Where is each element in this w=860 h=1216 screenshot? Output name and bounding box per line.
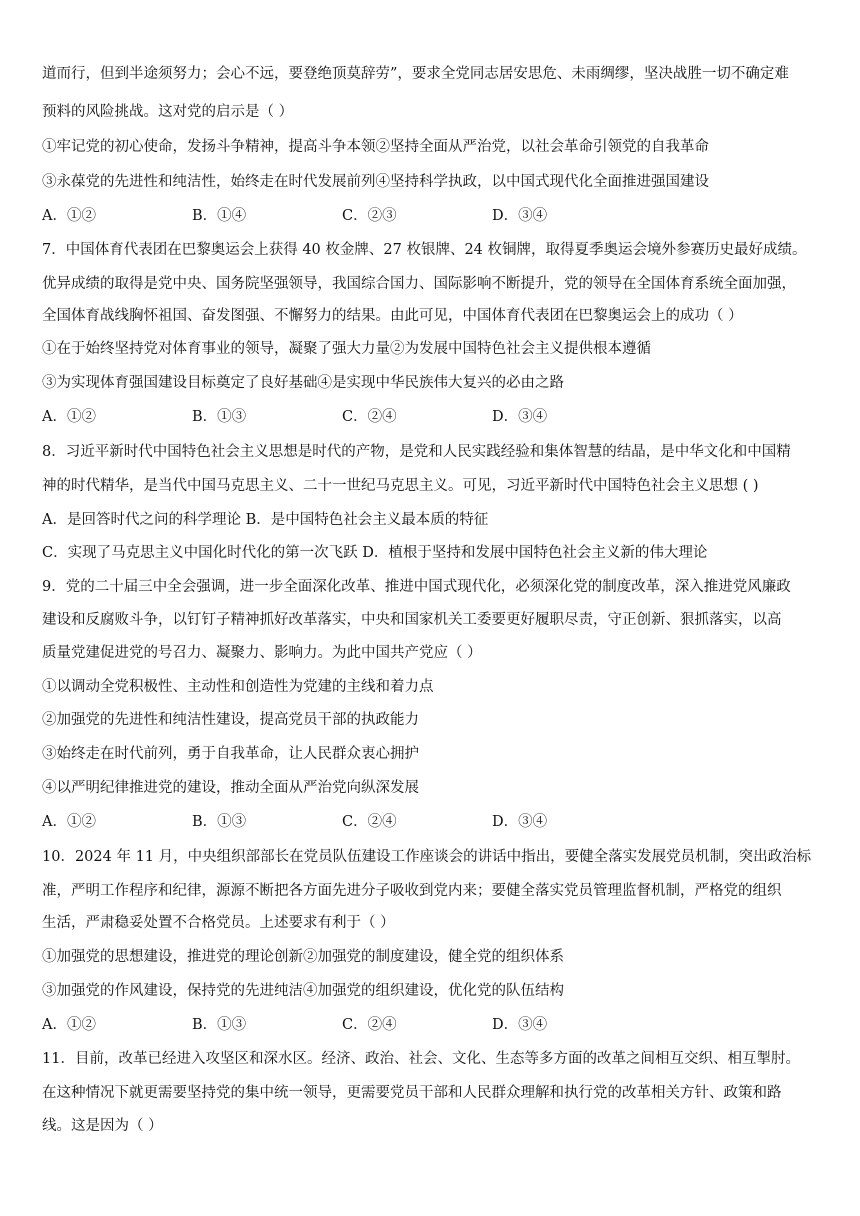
q8-stem-line-1: 8．习近平新时代中国特色社会主义思想是时代的产物，是党和人民实践经验和集体智慧的结晶，是中华文化和中国精 — [42, 444, 791, 460]
q7-option-b[interactable]: B．①③ — [192, 409, 247, 425]
q9-statement-1: ①以调动全党积极性、主动性和创造性为党建的主线和着力点 — [42, 679, 434, 695]
q7-option-c[interactable]: C．②④ — [342, 409, 397, 425]
q6-statements-1-2: ①牢记党的初心使命，发扬斗争精神，提高斗争本领②坚持全面从严治党，以社会革命引领党的自我革命 — [42, 139, 709, 155]
q9-option-a[interactable]: A．①② — [42, 814, 96, 830]
q10-stem-line-3: 生活，严肃稳妥处置不合格党员。上述要求有利于（ ） — [42, 915, 395, 931]
q9-stem-line-3: 质量党建促进党的号召力、凝聚力、影响力。为此中国共产党应（ ） — [42, 645, 482, 661]
q9-stem-line-1: 9．党的二十届三中全会强调，进一步全面深化改革、推进中国式现代化，必须深化党的制度改革，深入推进党风廉政 — [42, 579, 791, 595]
q10-statements-3-4: ③加强党的作风建设，保持党的先进纯洁④加强党的组织建设，优化党的队伍结构 — [42, 983, 564, 999]
q7-statements-1-2: ①在于始终坚持党对体育事业的领导，凝聚了强大力量②为发展中国特色社会主义提供根本遵循 — [42, 341, 651, 357]
q10-statements-1-2: ①加强党的思想建设，推进党的理论创新②加强党的制度建设，健全党的组织体系 — [42, 949, 564, 965]
q9-option-b[interactable]: B．①③ — [192, 814, 247, 830]
q6-stem-line-1: 道而行，但到半途须努力；会心不远，要登绝顶莫辞劳”，要求全党同志居安思危、未雨绸缪，坚决战胜一切不确定难 — [42, 66, 789, 82]
q8-options-a-b[interactable]: A．是回答时代之问的科学理论 B．是中国特色社会主义最本质的特征 — [42, 512, 489, 528]
q6-option-b[interactable]: B．①④ — [192, 208, 247, 224]
q7-option-a[interactable]: A．①② — [42, 409, 96, 425]
q6-option-c[interactable]: C．②③ — [342, 208, 397, 224]
q11-stem-line-2: 在这种情况下就更需要坚持党的集中统一领导，更需要党员干部和人民群众理解和执行党的改革相关方针、政策和路 — [42, 1085, 782, 1101]
q9-option-c[interactable]: C．②④ — [342, 814, 397, 830]
q9-stem-line-2: 建设和反腐败斗争，以钉钉子精神抓好改革落实，中央和国家机关工委要更好履职尽责，守正创新、狠抓落实，以高 — [42, 612, 782, 628]
q10-stem-line-2: 准，严明工作程序和纪律，源源不断把各方面先进分子吸收到党内来；要健全落实党员管理监督机制，严格党的组织 — [42, 883, 782, 899]
q7-stem-line-1: 7．中国体育代表团在巴黎奥运会上获得 40 枚金牌、27 枚银牌、24 枚铜牌，取得夏季奥运会境外参赛历史最好成绩。 — [42, 242, 807, 258]
q6-option-a[interactable]: A．①② — [42, 208, 96, 224]
q7-statements-3-4: ③为实现体育强国建设目标奠定了良好基础④是实现中华民族伟大复兴的必由之路 — [42, 375, 564, 391]
q9-statement-4: ④以严明纪律推进党的建设，推动全面从严治党向纵深发展 — [42, 780, 419, 796]
q8-options-c-d[interactable]: C．实现了马克思主义中国化时代化的第一次飞跃 D．植根于坚持和发展中国特色社会主义新的伟大理论 — [42, 545, 708, 561]
q6-statements-3-4: ③永葆党的先进性和纯洁性，始终走在时代发展前列④坚持科学执政，以中国式现代化全面推进强国建设 — [42, 174, 709, 190]
q11-stem-line-3: 线。这是因为（ ） — [42, 1118, 163, 1134]
q9-statement-3: ③始终走在时代前列，勇于自我革命，让人民群众衷心拥护 — [42, 746, 419, 762]
q10-option-a[interactable]: A．①② — [42, 1017, 96, 1033]
q11-stem-line-1: 11．目前，改革已经进入攻坚区和深水区。经济、政治、社会、文化、生态等多方面的改革之间相互交织、相互掣肘。 — [42, 1051, 800, 1067]
q7-stem-line-3: 全国体育战线胸怀祖国、奋发图强、不懈努力的结果。由此可见，中国体育代表团在巴黎奥运会上的成功（ ） — [42, 308, 743, 324]
q10-option-c[interactable]: C．②④ — [342, 1017, 397, 1033]
q8-stem-line-2: 神的时代精华，是当代中国马克思主义、二十一世纪马克思主义。可见，习近平新时代中国特色社会主义思想 ( ) — [42, 478, 759, 494]
q6-option-d[interactable]: D．③④ — [492, 208, 548, 224]
q9-option-d[interactable]: D．③④ — [492, 814, 548, 830]
q10-option-b[interactable]: B．①③ — [192, 1017, 247, 1033]
q10-option-d[interactable]: D．③④ — [492, 1017, 548, 1033]
q7-stem-line-2: 优异成绩的取得是党中央、国务院坚强领导，我国综合国力、国际影响不断提升，党的领导在全国体育系统全面加强， — [42, 276, 796, 292]
q9-statement-2: ②加强党的先进性和纯洁性建设，提高党员干部的执政能力 — [42, 712, 419, 728]
q6-stem-line-2: 预料的风险挑战。这对党的启示是（ ） — [42, 104, 294, 120]
q10-stem-line-1: 10．2024 年 11 月，中央组织部部长在党员队伍建设工作座谈会的讲话中指出，要健全落实发展党员机制，突出政治标 — [42, 849, 812, 865]
q7-option-d[interactable]: D．③④ — [492, 409, 548, 425]
